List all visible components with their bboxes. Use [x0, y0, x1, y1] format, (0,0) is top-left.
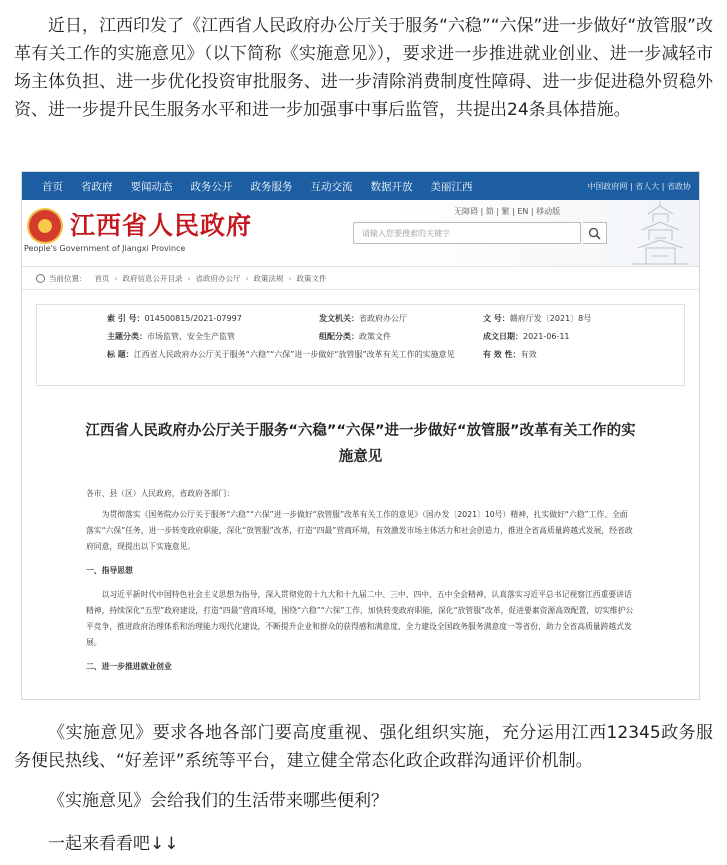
intro-paragraph: 近日，江西印发了《江西省人民政府办公厅关于服务“六稳”“六保”进一步做好“放管服”改革有关工作的实施意见》（以下简称《实施意见》），要求进一步推进就业创业、进一步减轻市场主体负担、进一步优化投资审批服务、进一步清除消费制度性障碍、进一步促进稳外贸稳外资、进一步提升民生服务水平和进一步加强事中事后监管，共提出24条具体措施。 [14, 16, 713, 120]
meta-index: 索 引 号：014500815/2021-07997 [107, 314, 242, 323]
pavilion-illustration [622, 200, 699, 266]
body-paragraph-cta: 一起来看看吧↓↓ [48, 834, 179, 854]
meta-form: 组配分类：政策文件 [319, 332, 391, 341]
site-banner [22, 200, 699, 267]
breadcrumb-item-general-office[interactable]: › 省政府办公厅 [183, 273, 241, 284]
nav-news[interactable]: 要闻动态 [130, 180, 173, 193]
breadcrumb-label: 当前位置： [49, 273, 87, 283]
nav-open-data[interactable]: 数据开放 [370, 180, 413, 193]
location-icon [36, 274, 45, 283]
search-icon [588, 227, 601, 240]
document-body [86, 486, 635, 675]
nav-beautiful-jiangxi[interactable]: 美丽江西 [430, 180, 473, 193]
search-input[interactable]: 请输入您要搜索的关键字 [353, 222, 581, 244]
nav-home[interactable]: 首页 [42, 180, 63, 193]
doc-heading: 二、进一步推进就业创业 [86, 662, 172, 671]
breadcrumb-item-home[interactable]: 首页 [94, 273, 110, 283]
nav-gov-affairs-disclosure[interactable]: 政务公开 [190, 180, 233, 193]
nav-provincial-gov[interactable]: 省政府 [81, 180, 113, 193]
embedded-webpage-screenshot [21, 171, 700, 700]
doc-paragraph: 以习近平新时代中国特色社会主义思想为指导，深入贯彻党的十九大和十九届二中、三中、四中、五中全会精神，认真落实习近平总书记视察江西重要讲话精神，持续深化“五型”政府建设，打造“四最”营商环境，围绕“六稳”“六保”工作，加快转变政府职能，深化“放管服”改革，促进要素资源高效配置，切实维护公平竞争，推进政府治理体系和治理能力现代化建设，不断提升企业和群众的获得感和满意度，全力建设全国政务服务满意度一等省份，助力全省高质量跨越式发展。 [86, 590, 634, 647]
meta-validity: 有 效 性：有效 [483, 350, 537, 359]
meta-date: 成文日期：2021-06-11 [483, 332, 570, 341]
doc-heading: 一、指导思想 [86, 566, 133, 575]
breadcrumb-item-disclosure-catalog[interactable]: › 政府信息公开目录 [110, 273, 183, 284]
top-utility-links[interactable]: 无障碍 | 简 | 繁 | EN | 移动版 [454, 207, 561, 216]
doc-paragraph: 为贯彻落实《国务院办公厅关于服务“六稳”“六保”进一步做好“放管服”改革有关工作的意见》（国办发〔2021〕10号）精神，扎实做好“六稳”工作、全面落实“六保”任务，进一步转变政府职能，深化“放管服”改革，打造“四最”营商环境，有效激发市场主体活力和社会创造力，推进全省高质量跨越式发展，经省政府同意，现提出以下实施意见。 [86, 510, 633, 551]
nav-external-links[interactable]: 中国政府网 | 省人大 | 省政协 [587, 181, 691, 191]
body-paragraph-question: 《实施意见》会给我们的生活带来哪些便利？ [48, 791, 388, 811]
site-name: 江西省人民政府 [70, 211, 253, 240]
national-emblem-icon [29, 210, 61, 242]
breadcrumb-item-policies[interactable]: › 政策法规 [241, 273, 284, 284]
breadcrumb-item-policy-docs[interactable]: › 政策文件 [284, 273, 327, 284]
doc-salutation: 各市、县（区）人民政府，省政府各部门： [86, 489, 235, 498]
meta-issuer: 发文机关：省政府办公厅 [319, 314, 407, 323]
site-navbar [22, 172, 699, 200]
meta-title: 标 题：江西省人民政府办公厅关于服务“六稳”“六保”进一步做好“放管服”改革有关工作的实施意见 [107, 350, 455, 359]
document-title: 江西省人民政府办公厅关于服务“六稳”“六保”进一步做好“放管服”改革有关工作的实 施意见 [85, 423, 636, 465]
nav-gov-services[interactable]: 政务服务 [250, 180, 293, 193]
nav-interaction[interactable]: 互动交流 [310, 180, 353, 193]
search-button[interactable] [583, 222, 607, 244]
meta-category: 主题分类：市场监管、安全生产监管 [107, 332, 235, 341]
breadcrumb [22, 267, 699, 290]
site-name-english: People's Government of Jiangxi Province [24, 244, 186, 253]
meta-doc-number: 文 号：赣府厅发〔2021〕8号 [483, 314, 592, 323]
body-paragraph-requirements: 《实施意见》要求各地各部门要高度重视、强化组织实施，充分运用江西12345政务服务便民热线、“好差评”系统等平台，建立健全常态化政企政群沟通评价机制。 [14, 723, 713, 771]
document-metadata-table [36, 304, 685, 386]
